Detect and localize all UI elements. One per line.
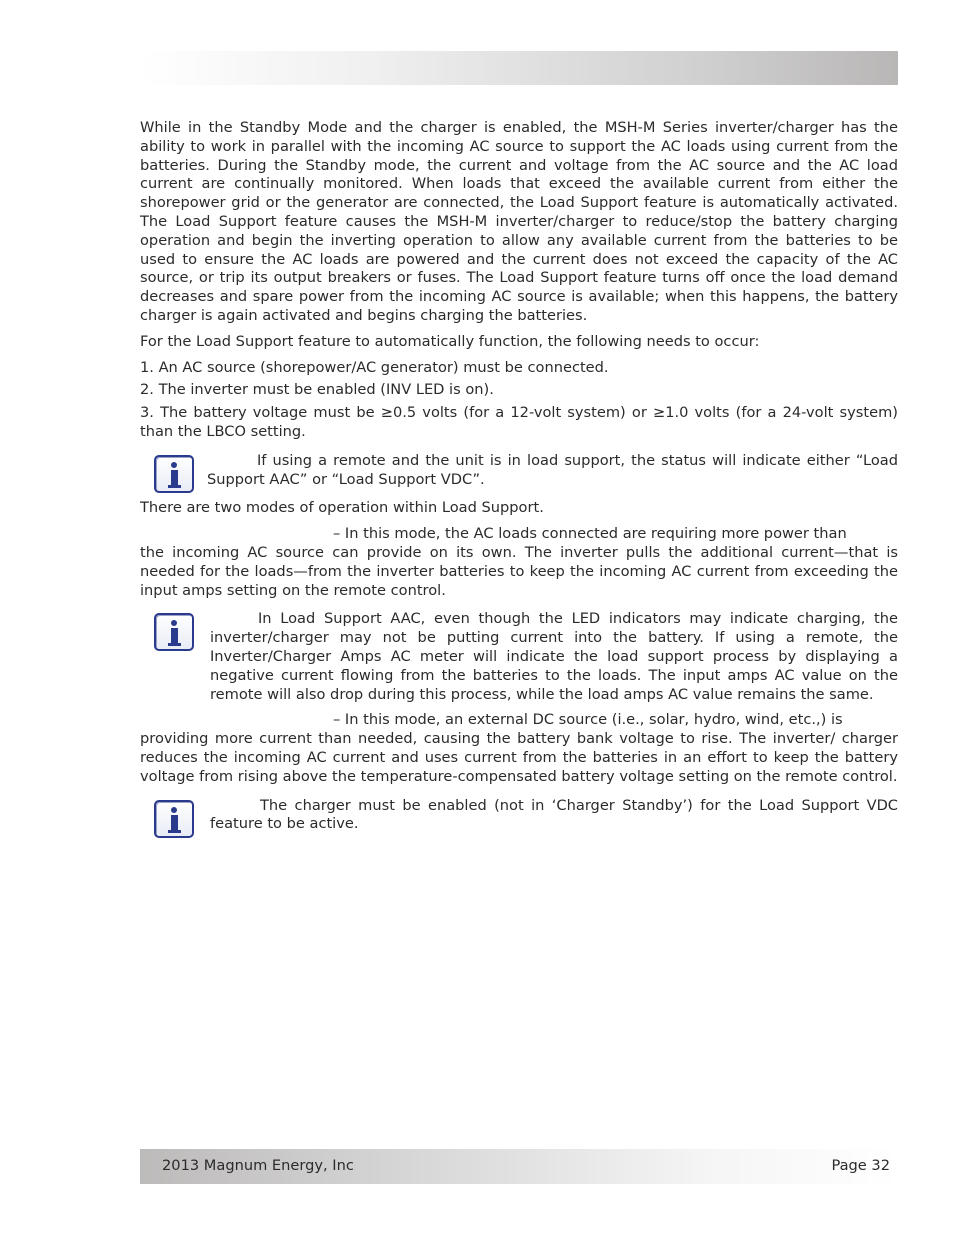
modes-lead: There are two modes of operation within Load Support. [140, 499, 544, 517]
requirement-1: 1. An AC source (shorepower/AC generator) must be connected. [140, 358, 609, 376]
info-note-2 [140, 610, 898, 704]
requirement-2: 2. The inverter must be enabled (INV LED is on). [140, 381, 494, 399]
note-1-text: If using a remote and the unit is in load support, the status will indicate either “Load Support AAC” or “Load Support VDC”. [207, 451, 898, 488]
aac-mode-lead: – In this mode, the AC loads connected are requiring more power than [333, 525, 847, 543]
page-number: Page 32 [831, 1157, 890, 1174]
note-2-text: In Load Support AAC, even though the LED indicators may indicate charging, the inverter/charger may not be putting current into the battery. If using a remote, the Inverter/Charger Amps AC meter will indicate the load support process by displaying a negative current flowing from the batteries to the loads. The input amps AC value on the remote will also drop during this process, while the load amps AC value remains the same. [210, 610, 898, 703]
footer-bar [140, 1149, 898, 1184]
footer-copyright: 2013 Magnum Energy, Inc [162, 1157, 354, 1174]
requirement-3: 3. The battery voltage must be ≥0.5 volts (for a 12-volt system) or ≥1.0 volts (for a 24-volt system) than the LBCO setting. [140, 404, 898, 440]
info-note-3 [140, 797, 898, 835]
info-icon [154, 613, 194, 651]
intro-paragraph: While in the Standby Mode and the charger is enabled, the MSH-M Series inverter/charger has the ability to work in parallel with the incoming AC source to support the AC loads using current from the batteries. During the Standby mode, the current and voltage from the AC source and the AC load current are continually monitored. When loads that exceed the available current from either the shorepower grid or the generator are connected, the Load Support feature is automatically activated. The Load Support feature causes the MSH-M inverter/charger to reduce/stop the battery charging operation and begin the inverting operation to allow any available current from the batteries to be used to ensure the AC loads are powered and the current does not exceed the capacity of the AC source, or trip its output breakers or fuses. The Load Support feature turns off once the load demand decreases and spare power from the incoming AC source is available; when this happens, the battery charger is again activated and begins charging the batteries. [140, 119, 898, 324]
vdc-mode-lead: – In this mode, an external DC source (i.e., solar, hydro, wind, etc.,) is [333, 711, 843, 729]
vdc-mode-description: providing more current than needed, causing the battery bank voltage to rise. The inverter/ charger reduces the incoming AC current and uses current from the batteries in an effort to keep the battery voltage from rising above the temperature-compensated battery voltage setting on the remote control. [140, 730, 898, 785]
aac-mode-description: the incoming AC source can provide on its own. The inverter pulls the additional current—that is needed for the loads—from the inverter batteries to keep the incoming AC current from exceeding the input amps setting on the remote control. [140, 543, 898, 599]
note-3-text: The charger must be enabled (not in ‘Charger Standby’) for the Load Support VDC feature to be active. [210, 796, 898, 833]
info-note-1 [140, 452, 898, 490]
requirements-lead: For the Load Support feature to automatically function, the following needs to occur: [140, 332, 760, 350]
page-content [140, 119, 898, 834]
header-bar [140, 51, 898, 85]
info-icon [154, 800, 194, 838]
info-icon [154, 455, 194, 493]
